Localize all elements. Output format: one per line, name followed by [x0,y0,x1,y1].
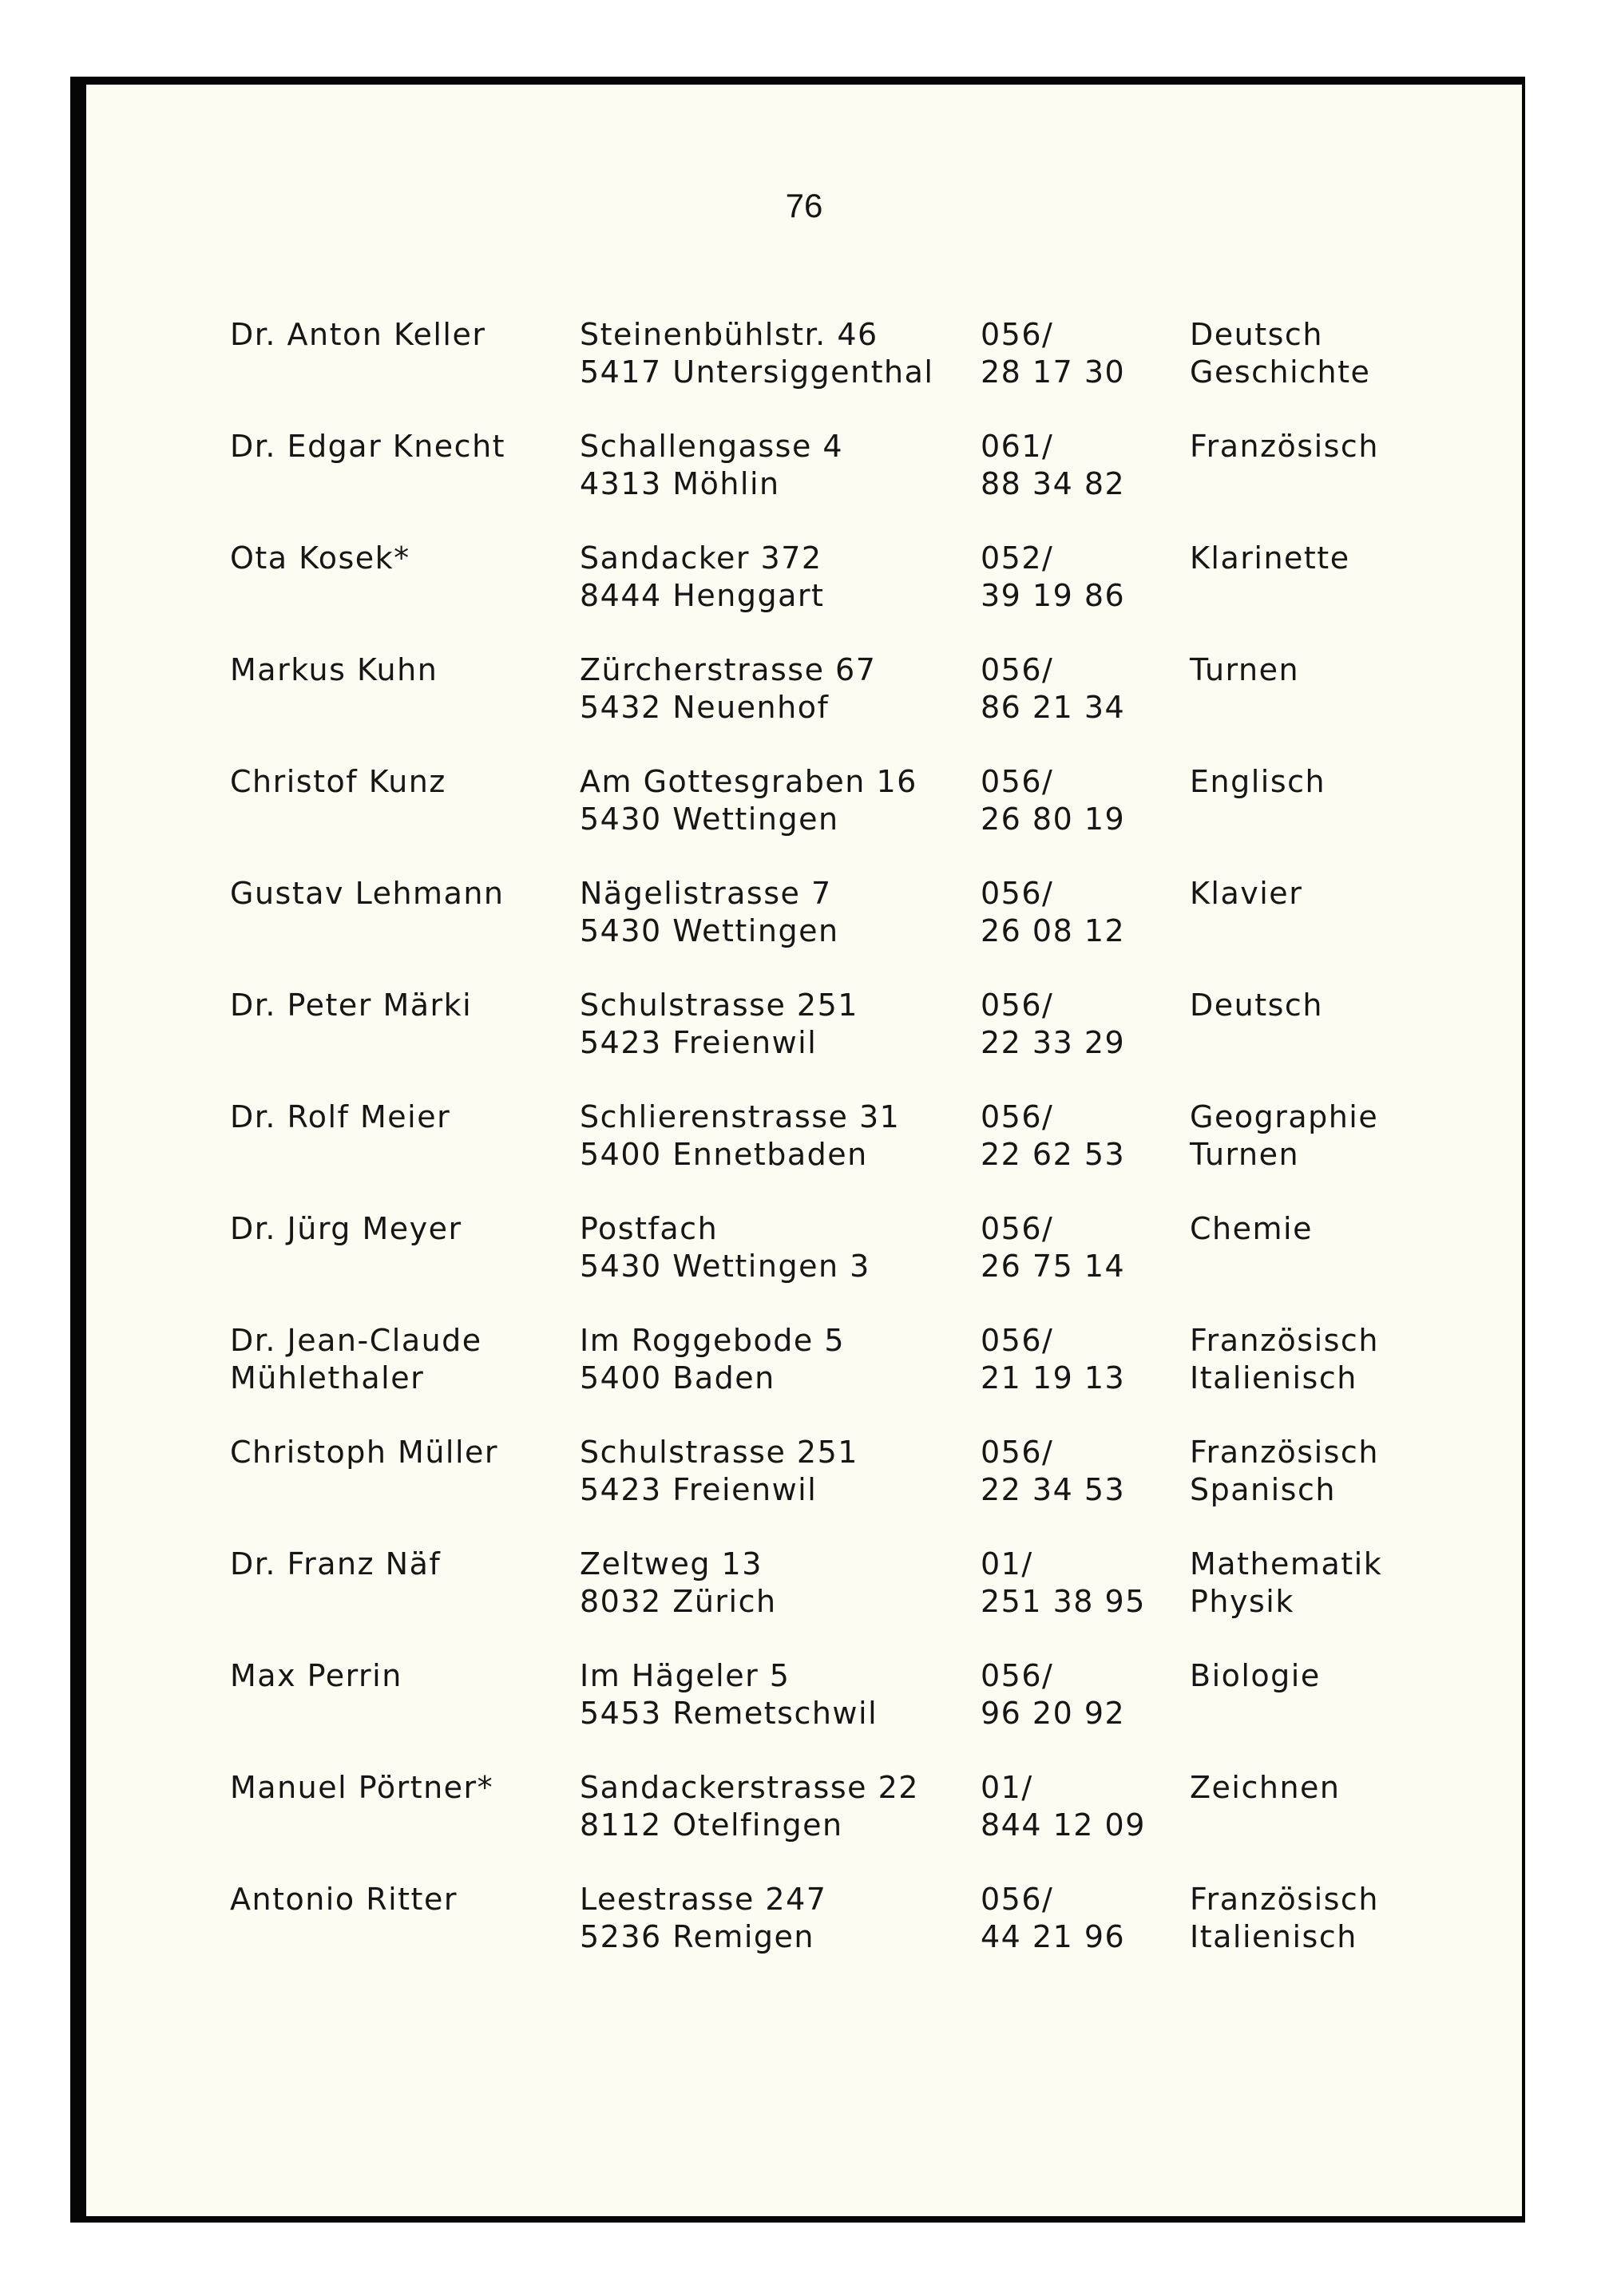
directory-entry [230,428,1524,540]
address-column [580,1434,858,1509]
subjects-line: Deutsch [1190,988,1323,1023]
subjects-line: Chemie [1190,1211,1313,1246]
phone-number-line: 056/ [981,876,1054,911]
person-name-line [230,801,446,838]
subjects-line: Französisch [1190,429,1379,464]
phone-number-column [981,1769,1146,1844]
phone-number-column [981,987,1125,1062]
address-line: 8444 Henggart [580,578,825,613]
address-column [580,1322,845,1397]
address-line: Zeltweg 13 [580,1546,763,1581]
phone-number-column [981,1881,1125,1956]
subjects-line [1190,1807,1341,1844]
person-name-line [230,465,505,503]
address-line: Leestrasse 247 [580,1882,827,1917]
person-name-line: Dr. Edgar Knecht [230,429,506,464]
phone-number-line: 01/ [981,1546,1033,1581]
address-line: 5432 Neuenhof [580,690,830,725]
address-line: Schallengasse 4 [580,429,844,464]
person-name-line: Dr. Peter Märki [230,988,473,1023]
person-name-line: Gustav Lehmann [230,876,505,911]
phone-number-line: 056/ [981,1435,1054,1470]
phone-number-line: 86 21 34 [981,690,1126,725]
address-line: 5417 Untersiggenthal [580,354,934,390]
page-number: 76 [785,187,823,224]
phone-number-line: 26 80 19 [981,802,1126,837]
directory-entry [230,1657,1524,1769]
address-column [580,651,876,726]
person-name-line: Dr. Rolf Meier [230,1099,451,1134]
subjects-line: Geschichte [1190,354,1371,390]
person-name-line: Christof Kunz [230,764,446,799]
subjects-line: Englisch [1190,764,1326,799]
person-name-column [230,1099,450,1174]
subjects-column [1190,1434,1379,1509]
address-line: 8112 Otelfingen [580,1807,843,1843]
phone-number-column [981,1546,1146,1621]
subjects-line: Französisch [1190,1323,1379,1358]
address-line: 5430 Wettingen 3 [580,1249,870,1284]
address-column [580,316,933,391]
phone-number-column [981,651,1125,726]
person-name-line: Markus Kuhn [230,652,438,687]
subjects-column [1190,316,1370,391]
subjects-column [1190,763,1326,838]
directory-entry [230,875,1524,987]
person-name-line: Dr. Anton Keller [230,317,486,352]
address-line: Schulstrasse 251 [580,1435,858,1470]
subjects-line: Turnen [1190,1137,1300,1172]
person-name-line [230,1695,402,1732]
person-name-line [230,577,410,615]
person-name-line [230,1807,493,1844]
address-line: 5423 Freienwil [580,1472,818,1507]
subjects-line: Französisch [1190,1435,1379,1470]
subjects-line [1190,689,1299,726]
person-name-line [230,354,485,391]
phone-number-column [981,763,1125,838]
phone-number-line: 22 33 29 [981,1025,1126,1060]
person-name-column [230,987,472,1062]
subjects-column [1190,1769,1341,1844]
subjects-line: Biologie [1190,1658,1321,1693]
subjects-column [1190,1322,1379,1397]
subjects-line [1190,1248,1313,1285]
subjects-column [1190,875,1302,950]
person-name-line: Dr. Jean-Claude [230,1323,482,1358]
phone-number-line: 056/ [981,1099,1054,1134]
subjects-line [1190,1024,1323,1062]
subjects-column [1190,987,1323,1062]
address-column [580,540,824,615]
phone-number-line: 052/ [981,540,1054,576]
person-name-line: Mühlethaler [230,1360,425,1395]
phone-number-line: 96 20 92 [981,1696,1126,1731]
subjects-line: Klavier [1190,876,1303,911]
phone-number-column [981,428,1125,503]
subjects-line: Klarinette [1190,540,1350,576]
address-column [580,875,839,950]
directory-entry [230,987,1524,1099]
phone-number-line: 056/ [981,1323,1054,1358]
phone-number-line: 056/ [981,1658,1054,1693]
phone-number-line: 44 21 96 [981,1919,1126,1954]
phone-number-line: 056/ [981,317,1054,352]
person-name-line: Dr. Franz Näf [230,1546,442,1581]
address-line: 5430 Wettingen [580,913,839,948]
phone-number-column [981,1210,1125,1285]
directory-entry [230,763,1524,875]
person-name-line [230,1024,472,1062]
person-name-column [230,1434,498,1509]
person-name-column [230,428,505,503]
address-line: 5400 Baden [580,1360,775,1395]
person-name-line [230,1583,441,1621]
address-line: 5430 Wettingen [580,802,839,837]
phone-number-column [981,316,1125,391]
person-name-line: Manuel Pörtner* [230,1770,494,1805]
subjects-line: Geographie [1190,1099,1379,1134]
phone-number-line: 26 08 12 [981,913,1126,948]
subjects-line [1190,1695,1321,1732]
subjects-line [1190,577,1350,615]
person-name-line [230,1136,450,1174]
directory-entry [230,540,1524,651]
address-column [580,1210,870,1285]
subjects-line: Italienisch [1190,1360,1357,1395]
address-line: 5453 Remetschwil [580,1696,878,1731]
address-column [580,1769,919,1844]
phone-number-line: 056/ [981,988,1054,1023]
address-column [580,1546,777,1621]
subjects-line: Turnen [1190,652,1300,687]
phone-number-line: 056/ [981,652,1054,687]
phone-number-line: 22 34 53 [981,1472,1126,1507]
subjects-column [1190,1546,1382,1621]
phone-number-column [981,1099,1125,1174]
subjects-line: Französisch [1190,1882,1379,1917]
phone-number-line: 056/ [981,1882,1054,1917]
address-line: Am Gottesgraben 16 [580,764,917,799]
teacher-directory-list [230,316,1524,1993]
address-line: Postfach [580,1211,719,1246]
directory-entry [230,1099,1524,1210]
phone-number-line: 056/ [981,1211,1054,1246]
person-name-column [230,763,446,838]
phone-number-column [981,1434,1125,1509]
phone-number-line: 28 17 30 [981,354,1126,390]
phone-number-line: 88 34 82 [981,466,1126,501]
phone-number-column [981,540,1125,615]
subjects-column [1190,1657,1321,1732]
address-line: Im Roggebode 5 [580,1323,845,1358]
person-name-column [230,1322,482,1397]
subjects-column [1190,651,1299,726]
subjects-line [1190,465,1379,503]
person-name-column [230,651,438,726]
address-line: Steinenbühlstr. 46 [580,317,878,352]
person-name-column [230,540,410,615]
phone-number-line: 056/ [981,764,1054,799]
person-name-column [230,1769,493,1844]
person-name-line: Ota Kosek* [230,540,410,576]
subjects-line: Spanisch [1190,1472,1336,1507]
address-line: Zürcherstrasse 67 [580,652,877,687]
directory-entry [230,316,1524,428]
subjects-line: Mathematik [1190,1546,1383,1581]
phone-number-line: 01/ [981,1770,1033,1805]
address-line: Im Hägeler 5 [580,1658,791,1693]
directory-entry [230,651,1524,763]
phone-number-line: 251 38 95 [981,1584,1146,1619]
phone-number-line: 061/ [981,429,1054,464]
directory-entry [230,1881,1524,1993]
address-column [580,428,843,503]
address-line: 5236 Remigen [580,1919,815,1954]
address-column [580,763,917,838]
person-name-line [230,1471,498,1509]
document-page [86,85,1522,2216]
phone-number-line: 26 75 14 [981,1249,1126,1284]
address-column [580,1881,826,1956]
person-name-line: Antonio Ritter [230,1882,458,1917]
directory-entry [230,1546,1524,1657]
person-name-column [230,316,485,391]
directory-entry [230,1322,1524,1434]
phone-number-line: 39 19 86 [981,578,1126,613]
subjects-line: Zeichnen [1190,1770,1341,1805]
address-line: Schlierenstrasse 31 [580,1099,901,1134]
subjects-column [1190,1881,1379,1956]
subjects-column [1190,428,1379,503]
subjects-column [1190,1210,1313,1285]
phone-number-column [981,875,1125,950]
person-name-line [230,689,438,726]
directory-entry [230,1434,1524,1546]
address-line: Sandackerstrasse 22 [580,1770,919,1805]
address-line: 8032 Zürich [580,1584,777,1619]
subjects-line: Italienisch [1190,1919,1357,1954]
subjects-column [1190,540,1350,615]
directory-entry [230,1769,1524,1881]
phone-number-column [981,1322,1125,1397]
person-name-column [230,1881,458,1956]
person-name-line: Dr. Jürg Meyer [230,1211,462,1246]
phone-number-column [981,1657,1125,1732]
person-name-line [230,1918,458,1956]
person-name-line: Max Perrin [230,1658,402,1693]
phone-number-line: 21 19 13 [981,1360,1126,1395]
directory-entry [230,1210,1524,1322]
address-column [580,1657,878,1732]
person-name-column [230,1657,402,1732]
phone-number-line: 22 62 53 [981,1137,1126,1172]
address-line: 5400 Ennetbaden [580,1137,868,1172]
subjects-column [1190,1099,1378,1174]
person-name-line: Christoph Müller [230,1435,499,1470]
subjects-line: Deutsch [1190,317,1323,352]
address-line: Sandacker 372 [580,540,822,576]
person-name-column [230,1546,441,1621]
address-column [580,1099,900,1174]
person-name-column [230,875,505,950]
address-column [580,987,858,1062]
phone-number-line: 844 12 09 [981,1807,1146,1843]
subjects-line [1190,912,1302,950]
address-line: 5423 Freienwil [580,1025,818,1060]
person-name-column [230,1210,462,1285]
address-line: Nägelistrasse 7 [580,876,832,911]
subjects-line: Physik [1190,1584,1294,1619]
address-line: Schulstrasse 251 [580,988,858,1023]
address-line: 4313 Möhlin [580,466,780,501]
person-name-line [230,1248,462,1285]
person-name-line [230,912,505,950]
subjects-line [1190,801,1326,838]
